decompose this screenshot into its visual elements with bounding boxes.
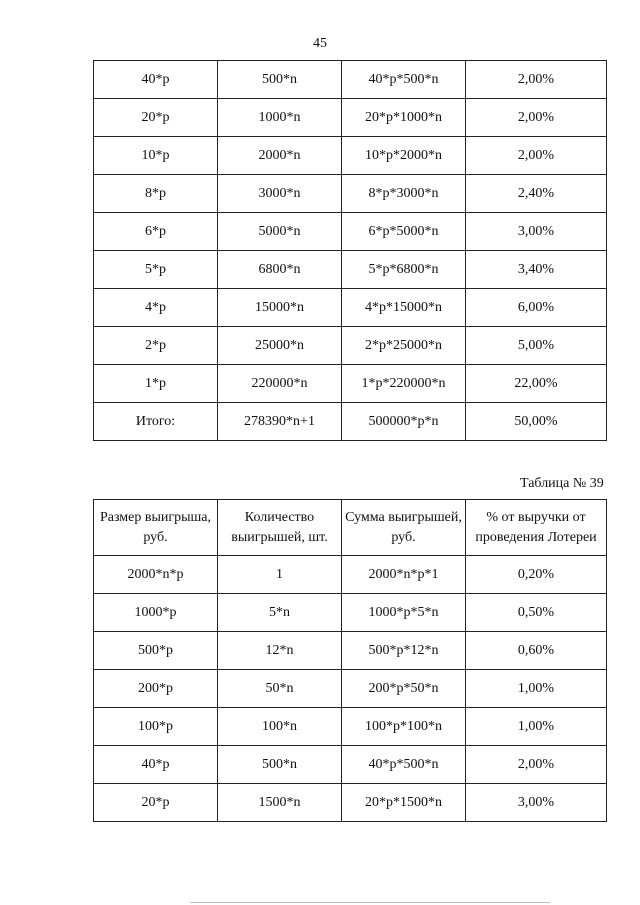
- revenue-percent-cell: 5,00%: [466, 327, 607, 365]
- prize-count-cell: 25000*n: [218, 327, 342, 365]
- header-revenue-percent: % от выручки от проведения Лотереи: [466, 500, 607, 556]
- table-row: [94, 137, 607, 175]
- prize-size-cell: 2*р: [94, 327, 218, 365]
- prize-sum-cell: 8*р*3000*n: [342, 175, 466, 213]
- prize-size-cell: 2000*n*р: [94, 556, 218, 594]
- table-row: [94, 99, 607, 137]
- prize-sum-cell: 1000*р*5*n: [342, 594, 466, 632]
- prize-table-continued: [93, 60, 607, 441]
- table-row: [94, 213, 607, 251]
- prize-count-cell: 1500*n: [218, 784, 342, 822]
- prize-count-cell: 12*n: [218, 632, 342, 670]
- revenue-percent-cell: 6,00%: [466, 289, 607, 327]
- prize-sum-cell: 20*р*1000*n: [342, 99, 466, 137]
- prize-size-cell: 500*р: [94, 632, 218, 670]
- scan-edge-line: [190, 902, 550, 903]
- prize-count-cell: 1: [218, 556, 342, 594]
- revenue-percent-cell: 50,00%: [466, 403, 607, 441]
- prize-count-cell: 5000*n: [218, 213, 342, 251]
- table-row: [94, 784, 607, 822]
- prize-count-cell: 5*n: [218, 594, 342, 632]
- prize-count-cell: 2000*n: [218, 137, 342, 175]
- header-prize-count: Количество выигрышей, шт.: [218, 500, 342, 556]
- revenue-percent-cell: 0,60%: [466, 632, 607, 670]
- revenue-percent-cell: 3,40%: [466, 251, 607, 289]
- table-row: [94, 61, 607, 99]
- table-row: [94, 556, 607, 594]
- table-row: [94, 632, 607, 670]
- prize-count-cell: 3000*n: [218, 175, 342, 213]
- revenue-percent-cell: 2,00%: [466, 746, 607, 784]
- revenue-percent-cell: 3,00%: [466, 213, 607, 251]
- revenue-percent-cell: 1,00%: [466, 708, 607, 746]
- revenue-percent-cell: 2,00%: [466, 137, 607, 175]
- prize-sum-cell: 4*р*15000*n: [342, 289, 466, 327]
- prize-size-cell: 200*р: [94, 670, 218, 708]
- prize-count-cell: 100*n: [218, 708, 342, 746]
- prize-size-cell: 4*р: [94, 289, 218, 327]
- prize-size-cell: 6*р: [94, 213, 218, 251]
- prize-sum-cell: 40*р*500*n: [342, 746, 466, 784]
- table-row: [94, 365, 607, 403]
- prize-size-cell: 20*р: [94, 99, 218, 137]
- prize-sum-cell: 2000*n*р*1: [342, 556, 466, 594]
- prize-size-cell: 100*р: [94, 708, 218, 746]
- prize-sum-cell: 2*р*25000*n: [342, 327, 466, 365]
- prize-size-cell: 5*р: [94, 251, 218, 289]
- prize-count-cell: 50*n: [218, 670, 342, 708]
- prize-size-cell: 1000*р: [94, 594, 218, 632]
- revenue-percent-cell: 3,00%: [466, 784, 607, 822]
- prize-sum-cell: 100*р*100*n: [342, 708, 466, 746]
- prize-size-cell: 8*р: [94, 175, 218, 213]
- prize-sum-cell: 10*р*2000*n: [342, 137, 466, 175]
- prize-sum-cell: 200*р*50*n: [342, 670, 466, 708]
- table-caption: Таблица № 39: [520, 476, 604, 491]
- prize-size-cell: 1*р: [94, 365, 218, 403]
- prize-count-cell: 500*n: [218, 746, 342, 784]
- table-row: [94, 251, 607, 289]
- table-header-row: [94, 500, 607, 556]
- prize-size-cell: 10*р: [94, 137, 218, 175]
- prize-size-cell: 20*р: [94, 784, 218, 822]
- table-row: [94, 708, 607, 746]
- prize-sum-cell: 500000*р*n: [342, 403, 466, 441]
- prize-count-cell: 15000*n: [218, 289, 342, 327]
- revenue-percent-cell: 2,00%: [466, 61, 607, 99]
- table-row: [94, 594, 607, 632]
- prize-size-cell: 40*р: [94, 61, 218, 99]
- revenue-percent-cell: 0,20%: [466, 556, 607, 594]
- revenue-percent-cell: 2,00%: [466, 99, 607, 137]
- revenue-percent-cell: 2,40%: [466, 175, 607, 213]
- prize-sum-cell: 5*р*6800*n: [342, 251, 466, 289]
- prize-sum-cell: 40*р*500*n: [342, 61, 466, 99]
- prize-size-cell: 40*р: [94, 746, 218, 784]
- table-row: [94, 289, 607, 327]
- prize-sum-cell: 6*р*5000*n: [342, 213, 466, 251]
- table-row: [94, 175, 607, 213]
- prize-sum-cell: 500*р*12*n: [342, 632, 466, 670]
- table-row: [94, 403, 607, 441]
- revenue-percent-cell: 1,00%: [466, 670, 607, 708]
- revenue-percent-cell: 22,00%: [466, 365, 607, 403]
- prize-count-cell: 500*n: [218, 61, 342, 99]
- prize-sum-cell: 1*р*220000*n: [342, 365, 466, 403]
- table-row: [94, 327, 607, 365]
- prize-count-cell: 220000*n: [218, 365, 342, 403]
- revenue-percent-cell: 0,50%: [466, 594, 607, 632]
- prize-count-cell: 6800*n: [218, 251, 342, 289]
- header-prize-size: Размер выигрыша, руб.: [94, 500, 218, 556]
- page-number: 45: [313, 36, 327, 51]
- prize-count-cell: 1000*n: [218, 99, 342, 137]
- prize-sum-cell: 20*р*1500*n: [342, 784, 466, 822]
- prize-count-cell: 278390*n+1: [218, 403, 342, 441]
- table-row: [94, 746, 607, 784]
- prize-table-39: [93, 499, 607, 822]
- table-row: [94, 670, 607, 708]
- header-prize-sum: Сумма выигрышей, руб.: [342, 500, 466, 556]
- prize-size-cell: Итого:: [94, 403, 218, 441]
